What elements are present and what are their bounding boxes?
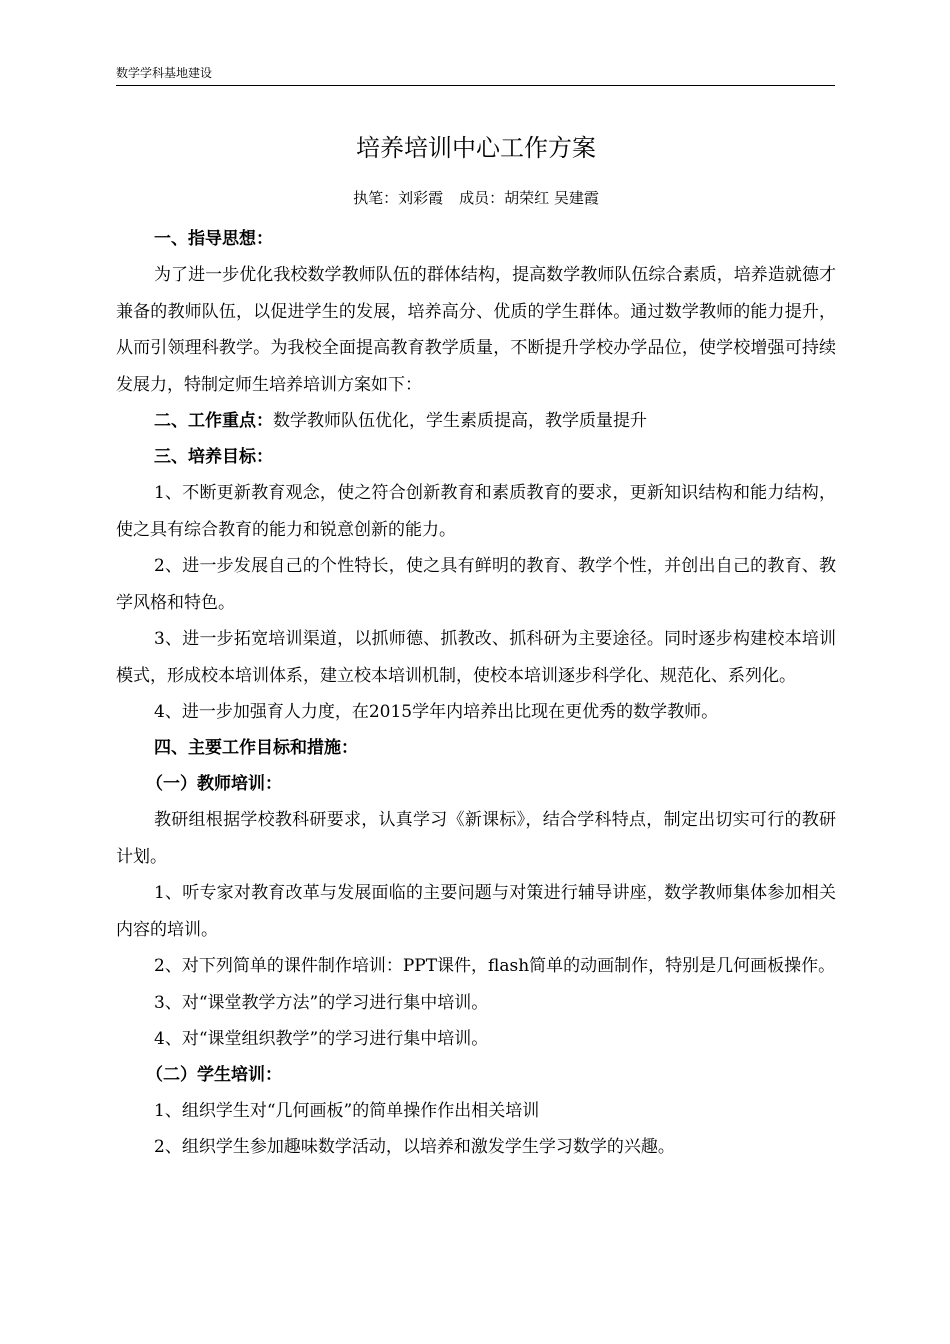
author-line [116, 187, 836, 209]
list-item: 3、进一步拓宽培训渠道，以抓师德、抓教改、抓科研为主要途径。同时逐步构建校本培训模式，形成校本培训体系，建立校本培训机制，使校本培训逐步科学化、规范化、系列化。 [116, 629, 836, 686]
author-members: 成员：胡荣红 吴建霞 [459, 189, 599, 207]
document-body [116, 221, 836, 1165]
list-item: 4、进一步加强育人力度，在2015学年内培养出比现在更优秀的数学教师。 [154, 702, 719, 722]
subsection-heading: （一）教师培训： [146, 774, 282, 794]
subsection-heading: （二）学生培训： [146, 1064, 282, 1085]
list-item: 4、对“课堂组织教学”的学习进行集中培训。 [154, 1028, 489, 1049]
document-title: 培养培训中心工作方案 [356, 134, 596, 162]
list-item: 1、不断更新教育观念，使之符合创新教育和素质教育的要求，更新知识结构和能力结构，使之具有综合教育的能力和锐意创新的能力。 [116, 483, 836, 540]
section-heading: 二、工作重点： [154, 411, 273, 431]
paragraph: 为了进一步优化我校数学教师队伍的群体结构，提高数学教师队伍综合素质，培养造就德才兼备的教师队伍，以促进学生的发展，培养高分、优质的学生群体。通过数学教师的能力提升，从而引领理科教学。为我校全面提高教育教学质量，不断提升学校办学品位，使学校增强可持续发展力，特制定师生培养培训方案如下： [116, 265, 836, 395]
section-heading: 三、培养目标： [154, 447, 273, 467]
paragraph: 教研组根据学校教科研要求，认真学习《新课标》，结合学科特点，制定出切实可行的教研计划。 [116, 810, 836, 867]
section-heading: 四、主要工作目标和措施： [154, 738, 358, 758]
list-item: 2、组织学生参加趣味数学活动，以培养和激发学生学习数学的兴趣。 [154, 1136, 675, 1157]
header-text: 数学学科基地建设 [116, 66, 213, 80]
list-item: 3、对“课堂教学方法”的学习进行集中培训。 [154, 992, 489, 1013]
section-inline-text: 数学教师队伍优化，学生素质提高，教学质量提升 [273, 411, 647, 431]
paragraph [116, 403, 836, 439]
page-header [116, 66, 835, 86]
list-item: 2、进一步发展自己的个性特长，使之具有鲜明的教育、教学个性，并创出自己的教育、教学风格和特色。 [116, 556, 836, 613]
author-writer: 执笔：刘彩霞 [353, 189, 444, 207]
list-item: 2、对下列简单的课件制作培训：PPT课件，flash简单的动画制作，特别是几何画板操作。 [154, 956, 836, 976]
list-item: 1、组织学生对“几何画板”的简单操作作出相关培训 [154, 1100, 540, 1121]
list-item: 1、听专家对教育改革与发展面临的主要问题与对策进行辅导讲座，数学教师集体参加相关内容的培训。 [116, 883, 836, 940]
section-heading: 一、指导思想： [154, 229, 273, 249]
